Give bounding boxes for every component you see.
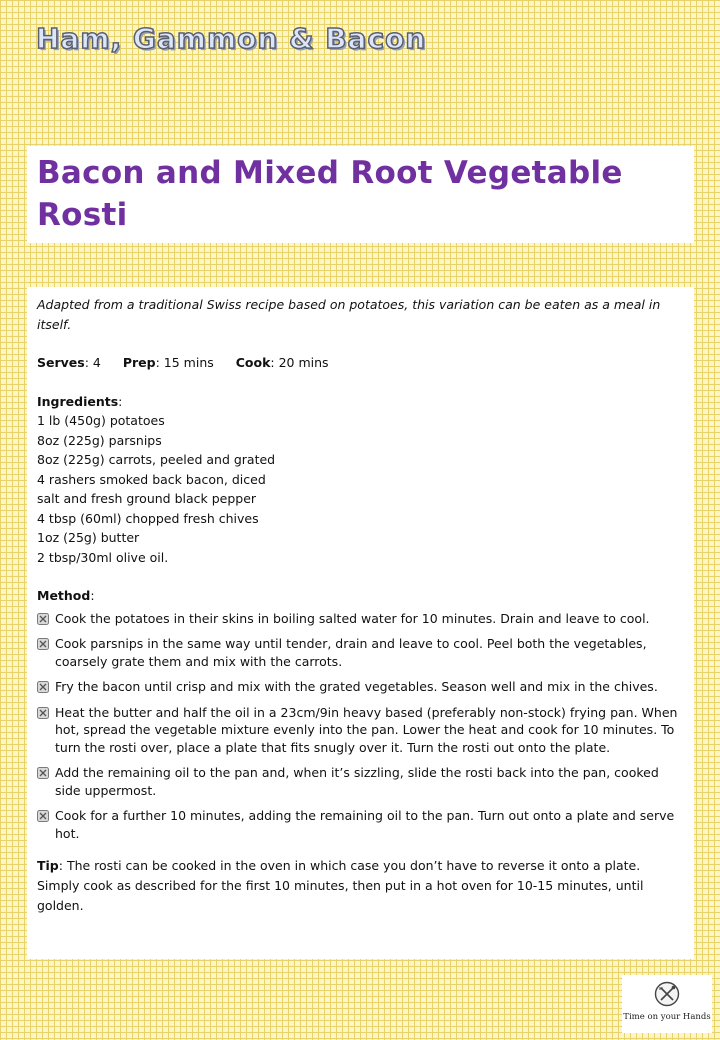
ingredient-item: 1 lb (450g) potatoes [37,413,165,428]
method-heading-label: Method [37,588,91,603]
ingredients-heading: Ingredients: [37,393,123,409]
cook-label: Cook [235,355,271,370]
recipe-title: Bacon and Mixed Root Vegetable Rosti [37,155,623,233]
method-list [37,610,684,843]
method-step [37,678,684,696]
ingredient-item: 4 tbsp (60ml) chopped fresh chives [37,510,259,526]
cook-value: : 20 mins [270,355,329,370]
recipe-title-panel [27,146,694,243]
method-step-text: Add the remaining oil to the pan and, when it’s sizzling, slide the rosti back into the pan, cooked side uppermost. [55,765,659,798]
site-section-title: Ham, Gammon & Bacon [36,22,427,55]
method-step-text: Cook the potatoes in their skins in boiling salted water for 10 minutes. Drain and leave to cool. [55,610,650,626]
cook-info [236,355,329,370]
crossed-utensils-icon [654,981,680,1007]
method-step [37,610,684,628]
bullet-icon [37,810,49,822]
method-step-text: Heat the butter and half the oil in a 23cm/9in heavy based (preferably non-stock) frying pan. When hot, spread the vegetable mixture evenly into the pan. Lower the heat and cook for 10 minutes. To turn the rosti over, place a plate that fits snugly over it. Turn the rosti out onto the plate. [55,704,678,755]
prep-value: : 15 mins [155,355,214,370]
tip-label: Tip [37,858,59,873]
method-step-text: Cook parsnips in the same way until tender, drain and leave to cool. Peel both the vegetables, coarsely grate them and mix with the carrots. [55,636,647,669]
recipe-tip [37,856,684,916]
method-step [37,704,684,757]
ingredient-item: salt and fresh ground black pepper [37,491,257,506]
brand-logo[interactable] [622,975,712,1033]
method-step [37,807,684,842]
recipe-body-panel [27,287,694,959]
bullet-icon [37,767,49,779]
method-step-text: Cook for a further 10 minutes, adding the remaining oil to the pan. Turn out onto a plate and serve hot. [55,808,675,841]
serves-label: Serves [37,355,85,370]
ingredient-item: 8oz (225g) parsnips [37,432,162,448]
ingredient-item: 1oz (25g) butter [37,530,140,545]
serves-info [37,355,101,370]
method-step-text: Fry the bacon until crisp and mix with the grated vegetables. Season well and mix in the chives. [55,679,658,694]
prep-info [123,355,214,370]
ingredients-list [37,411,684,567]
prep-label: Prep [122,355,156,370]
ingredient-item: 4 rashers smoked back bacon, diced [37,471,266,487]
recipe-intro: Adapted from a traditional Swiss recipe based on potatoes, this variation can be eaten as a meal in itself. [37,297,661,332]
method-step [37,764,684,799]
bullet-icon [37,638,49,650]
bullet-icon [37,681,49,693]
method-step [37,635,684,670]
bullet-icon [37,613,49,625]
tip-text: : The rosti can be cooked in the oven in which case you don’t have to reverse it onto a plate. Simply cook as described for the first 10 minutes, then put in a hot oven for 10-15 minutes, until golden. [37,858,644,913]
ingredient-item: 2 tbsp/30ml olive oil. [37,549,169,565]
ingredient-item: 8oz (225g) carrots, peeled and grated [37,452,276,467]
recipe-meta [37,353,684,373]
serves-value: : 4 [84,355,101,370]
ingredients-heading-label: Ingredients [37,393,119,409]
method-heading: Method: [37,588,95,603]
logo-text: Time on your Hands [623,1012,711,1022]
bullet-icon [37,707,49,719]
